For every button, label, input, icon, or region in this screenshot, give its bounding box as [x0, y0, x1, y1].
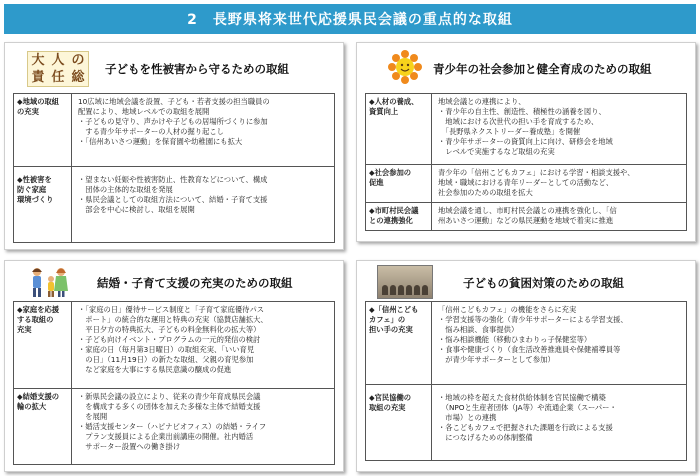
row-body: ・地域の枠を超えた食材供給体制を官民協働で構築 （NPOと生産者団体（JA等）や流通企業（スーパー・ 市場）との連携 ・各こどもカフェで把握された課題を行政による支援 につなげるための体制整備 [438, 393, 617, 442]
table-row [13, 301, 335, 389]
adult-responsibility-logo: 大 人 の 責 任 総 [27, 51, 89, 87]
panel-marriage-childcare [4, 260, 344, 472]
table-row [365, 301, 687, 385]
row-body: ・新県民会議の設立により、従来の青少年育成県民会議 を構成する多くの団体を加えた多様な主体で結婚支援 を展開 ・婚活支援センター（ハピナビオフィス）の結婚・ライフ プラン支援員による企業出前講座の開催。社内婚活 サポーター設置への働き掛け [78, 392, 267, 451]
row-body: 地域会議を通し、市町村民会議との連携を強化し、「信 州あいさつ運動」などの県民運動を地域で着実に推進 [438, 206, 617, 225]
row-label: ◆人材の養成、 資質向上 [366, 94, 432, 164]
table-row [365, 165, 687, 203]
row-body: 「信州こどもカフェ」の機能をさらに充実 ・学習支援等の強化（青少年サポーターによる学習支援、 悩み相談、食事提供） ・悩み相談機能（移動ひまわりっ子保健室等） ・食事や健康づくり（食生活改善推進員や保健補導員等 が青少年サポーターとして参加） [438, 305, 628, 364]
table-row [13, 167, 335, 243]
row-body: 地域会議との連携により、 ・青少年の自主性、創造性、積極性の涵養を図り、 地域における次世代の担い手を育成するため、 「長野県ネクストリーダー養成塾」を開催 ・青少年サポーターの資質向上に向け、研修会を地域 レベルで実施するなど取組の充実 [438, 97, 613, 156]
row-label: ◆家庭を応援 する取組の 充実 [14, 302, 72, 388]
table-row [13, 93, 335, 167]
table-row [365, 93, 687, 165]
panel-title: 結婚・子育て支援の充実のための取組 [97, 276, 293, 290]
row-label: ◆社会参加の 促進 [366, 165, 432, 202]
table-row [13, 389, 335, 465]
page-title: 2 長野県将来世代応援県民会議の重点的な取組 [187, 12, 513, 28]
row-label: ◆地域の取組 の充実 [14, 94, 72, 166]
table-row [365, 385, 687, 461]
panel-title: 子どもの貧困対策のための取組 [463, 276, 624, 290]
row-label: ◆官民協働の 取組の充実 [366, 385, 432, 460]
panel-title: 青少年の社会参加と健全育成のための取組 [433, 62, 652, 76]
row-body: 青少年の「信州こどもカフェ」における学習・相談支援や、 地域・職域における青年リーダーとしての活動など、 社会参加のための取組を拡大 [438, 168, 635, 197]
panel-table [365, 93, 687, 231]
row-label: ◆市町村民会議 との連携強化 [366, 203, 432, 230]
row-body: ・望まない妊娠や性被害防止、性教育などについて、構成 団体の主体的な取組を発展 ・県民会議としての取組方法について、結婚・子育て支援 部会を中心に検討し、取組を展開 [78, 175, 268, 214]
panel-title: 子どもを性被害から守るための取組 [105, 62, 289, 76]
row-label: ◆「信州こども カフェ」の 担い手の充実 [366, 302, 432, 384]
row-body: 10広域に地域会議を設置、子ども・若者支援の担当職員の 配置により、地域レベルでの取組を展開 ・子どもの見守り、声かけや子どもの居場所づくりに参加 する青少年サポーターの人材の掘り起こし ・「信州あいさつ運動」を保育園や幼稚園にも拡大 [78, 97, 270, 146]
row-label: ◆結婚支援の 輪の拡大 [14, 389, 72, 464]
row-label: ◆性被害を 防ぐ家庭 環境づくり [14, 167, 72, 242]
panel-protect-children [4, 42, 344, 250]
panel-youth-participation [356, 42, 696, 242]
panel-table [365, 301, 687, 461]
row-body: ・「家庭の日」優待サービス制度と「子育て家庭優待パス ポート」の統合的な運用と特典の充実（協賛店舗拡大、 平日夕方の特典拡大、子どもの料金無料化の拡大等） ・子ども向けイベント・プログラムの一元的発信の検討 ・家庭の日（毎月第3日曜日）の取組充実、「いい育児 の日」（11月19日）の新たな取組、父親の育児参加 など家庭を大事にする県民意識の醸成の促進 [78, 305, 268, 374]
panel-child-poverty [356, 260, 696, 472]
panel-table [13, 301, 335, 465]
page-header [4, 4, 696, 34]
panel-table [13, 93, 335, 243]
table-row [365, 203, 687, 231]
